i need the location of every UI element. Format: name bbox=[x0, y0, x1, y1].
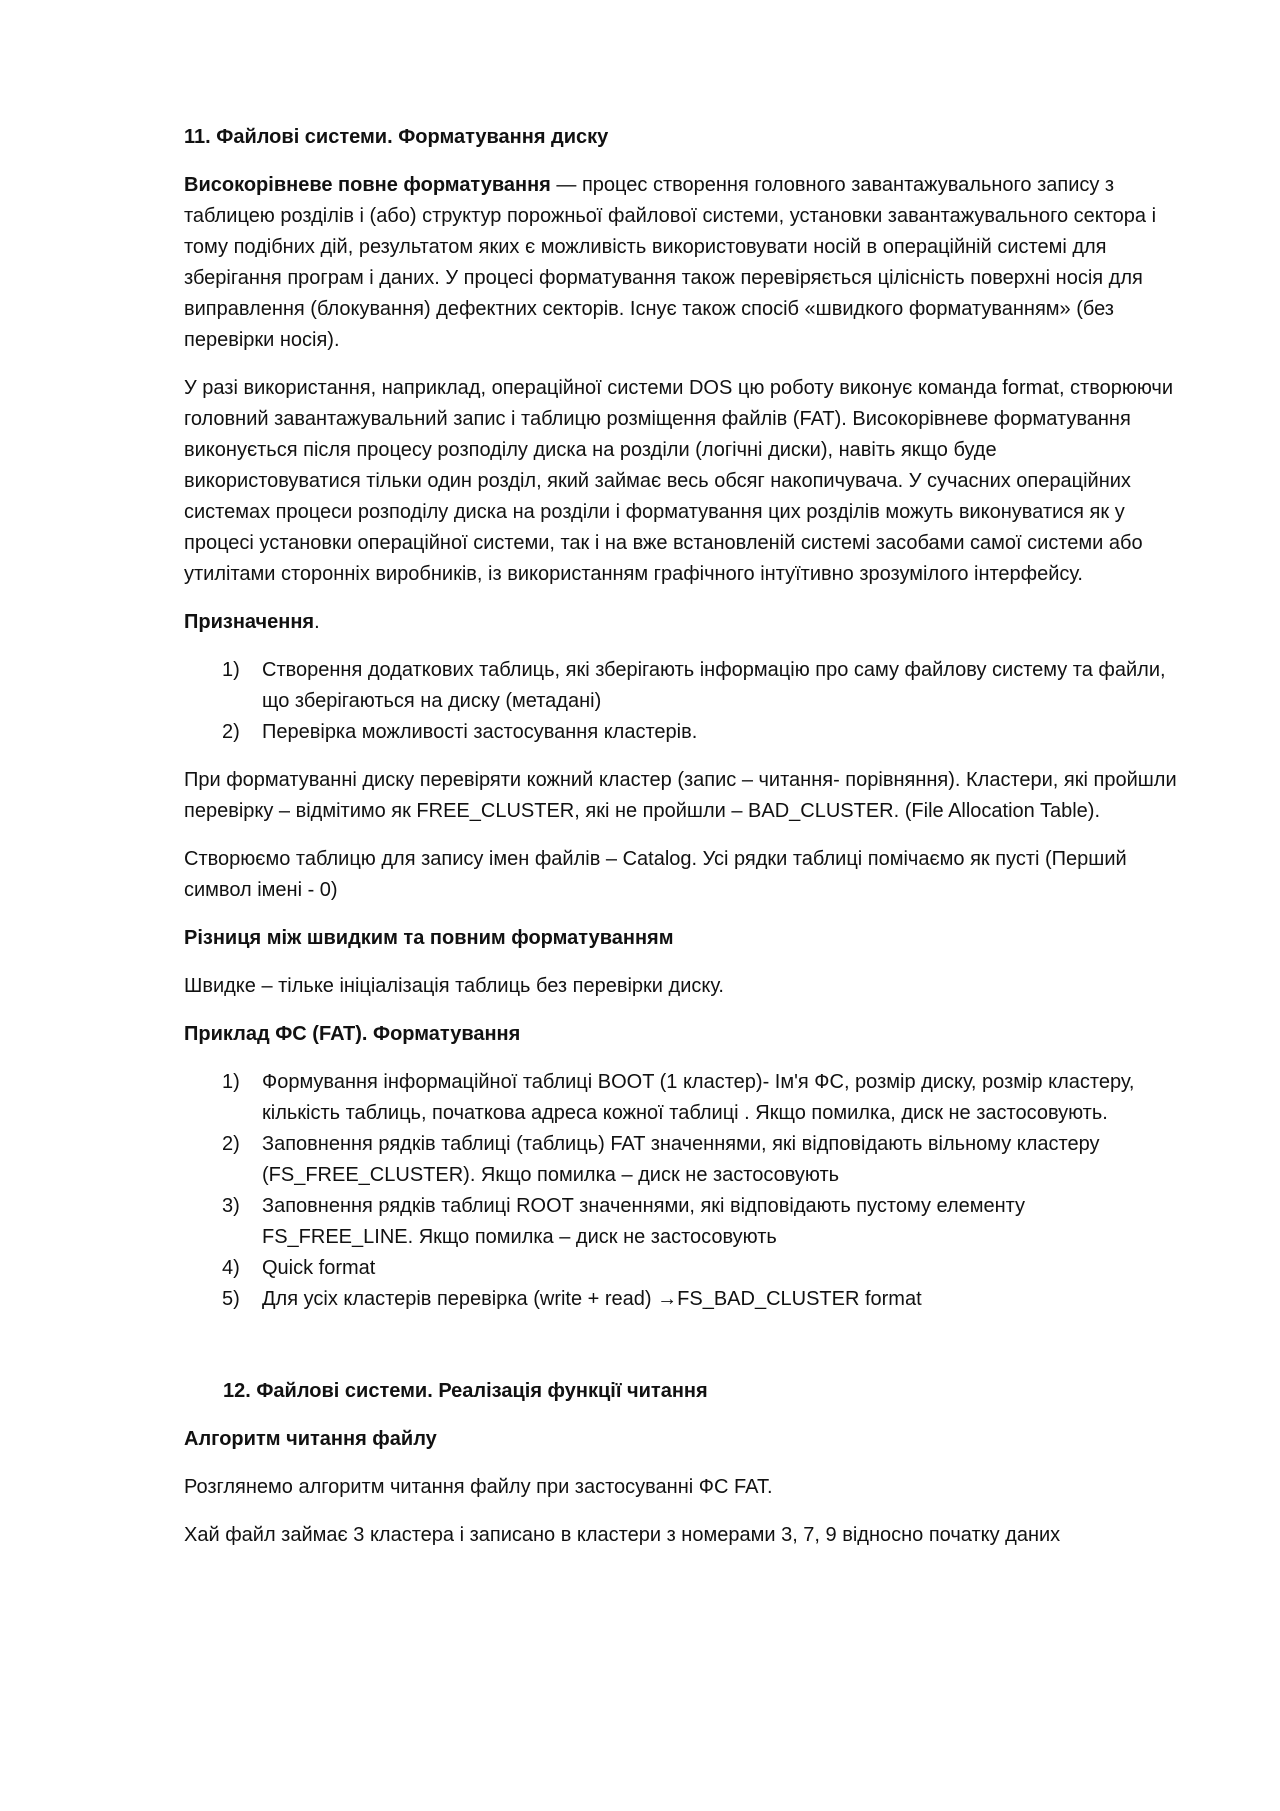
list-text: Для усіх кластерів перевірка (write + read) →FS_BAD_CLUSTER format bbox=[262, 1288, 922, 1310]
paragraph-dos-format: У разі використання, наприклад, операційної системи DOS цю роботу виконує команда format, створюючи головний завантажувальний запис і таблицю розміщення файлів (FAT). Високорівневе форматування виконується після процесу розподілу диска на розділи (логічні диски), навіть якщо буде використовуватися тільки один розділ, який займає весь обсяг накопичувача. У сучасних операційних системах процеси розподілу диска на розділи і форматування цих розділів можуть виконуватися як у процесі установки операційної системи, так і на вже встановленій системі засобами самої системи або утилітами сторонніх виробників, із використанням графічного інтуїтивно зрозумілого інтерфейсу. bbox=[184, 377, 1174, 585]
paragraph-quick-format: Швидке – тільке ініціалізація таблиць без перевірки диску. bbox=[184, 975, 724, 997]
example-steps-list bbox=[184, 1067, 1178, 1315]
list-text: Створення додаткових таблиць, які зберігають інформацію про саму файлову систему та файли, що зберігаються на диску (метадані) bbox=[262, 659, 1166, 712]
list-item bbox=[184, 1284, 1178, 1315]
list-text: Quick format bbox=[262, 1257, 376, 1279]
document-content bbox=[184, 122, 1178, 1568]
list-item bbox=[184, 1067, 1178, 1129]
list-number: 2) bbox=[222, 1133, 240, 1155]
term-high-level-format: Високорівневе повне форматування bbox=[184, 174, 551, 196]
list-item bbox=[184, 1191, 1178, 1253]
difference-heading: Різниця між швидким та повним форматуванням bbox=[184, 927, 674, 949]
section-11-title: 11. Файлові системи. Форматування диску bbox=[184, 126, 609, 148]
definition-text: — процес створення головного завантажувального запису з таблицею розділів і (або) структур порожньої файлової системи, установки завантажувального сектора і тому подібних дій, результатом яких є можливість використовувати носій в операційній системі для зберігання програм і даних. У процесі форматування також перевіряється цілісність поверхні носія для виправлення (блокування) дефектних секторів. Існує також спосіб «швидкого форматуванням» (без перевірки носія). bbox=[184, 174, 1157, 351]
list-text: Формування інформаційної таблиці BOOT (1 кластер)- Ім'я ФС, розмір диску, розмір кластеру, кількість таблиць, початкова адреса кожної таблиці . Якщо помилка, диск не застосовують. bbox=[262, 1071, 1135, 1124]
section-gap bbox=[184, 1332, 1178, 1376]
example-heading: Приклад ФС (FAT). Форматування bbox=[184, 1023, 521, 1045]
list-item bbox=[184, 655, 1178, 717]
list-number: 3) bbox=[222, 1195, 240, 1217]
paragraph-consider-algorithm: Розглянемо алгоритм читання файлу при застосуванні ФС FAT. bbox=[184, 1476, 773, 1498]
list-number: 4) bbox=[222, 1257, 240, 1279]
purpose-list bbox=[184, 655, 1178, 748]
list-item bbox=[184, 1129, 1178, 1191]
list-number: 1) bbox=[222, 1071, 240, 1093]
list-text: Перевірка можливості застосування кластерів. bbox=[262, 721, 698, 743]
list-text: Заповнення рядків таблиці (таблиць) FAT значеннями, які відповідають вільному кластеру (FS_FREE_CLUSTER). Якщо помилка – диск не застосовують bbox=[262, 1133, 1100, 1186]
section-12-title: 12. Файлові системи. Реалізація функції читання bbox=[223, 1380, 708, 1402]
list-item bbox=[184, 717, 1178, 748]
paragraph-cluster-check: При форматуванні диску перевіряти кожний кластер (запис – читання- порівняння). Кластери, які пройшли перевірку – відмітимо як FREE_CLUSTER, які не пройшли – BAD_CLUSTER. (File Allocation Table). bbox=[184, 769, 1177, 822]
list-number: 5) bbox=[222, 1288, 240, 1310]
list-text: Заповнення рядків таблиці ROOT значеннями, які відповідають пустому елементу FS_FREE_LINE. Якщо помилка – диск не застосовують bbox=[262, 1195, 1026, 1248]
list-item bbox=[184, 1253, 1178, 1284]
list-number: 2) bbox=[222, 721, 240, 743]
list-number: 1) bbox=[222, 659, 240, 681]
algorithm-heading: Алгоритм читання файлу bbox=[184, 1428, 437, 1450]
paragraph-catalog: Створюємо таблицю для запису імен файлів – Catalog. Усі рядки таблиці помічаємо як пусті (Перший символ імені - 0) bbox=[184, 848, 1127, 901]
purpose-label: Призначення bbox=[184, 611, 315, 633]
paragraph-file-clusters: Хай файл займає 3 кластера і записано в кластери з номерами 3, 7, 9 відносно початку даних bbox=[184, 1524, 1061, 1546]
paragraph-high-level-format bbox=[184, 170, 1178, 356]
purpose-dot: . bbox=[314, 611, 320, 633]
purpose-heading bbox=[184, 607, 1178, 638]
